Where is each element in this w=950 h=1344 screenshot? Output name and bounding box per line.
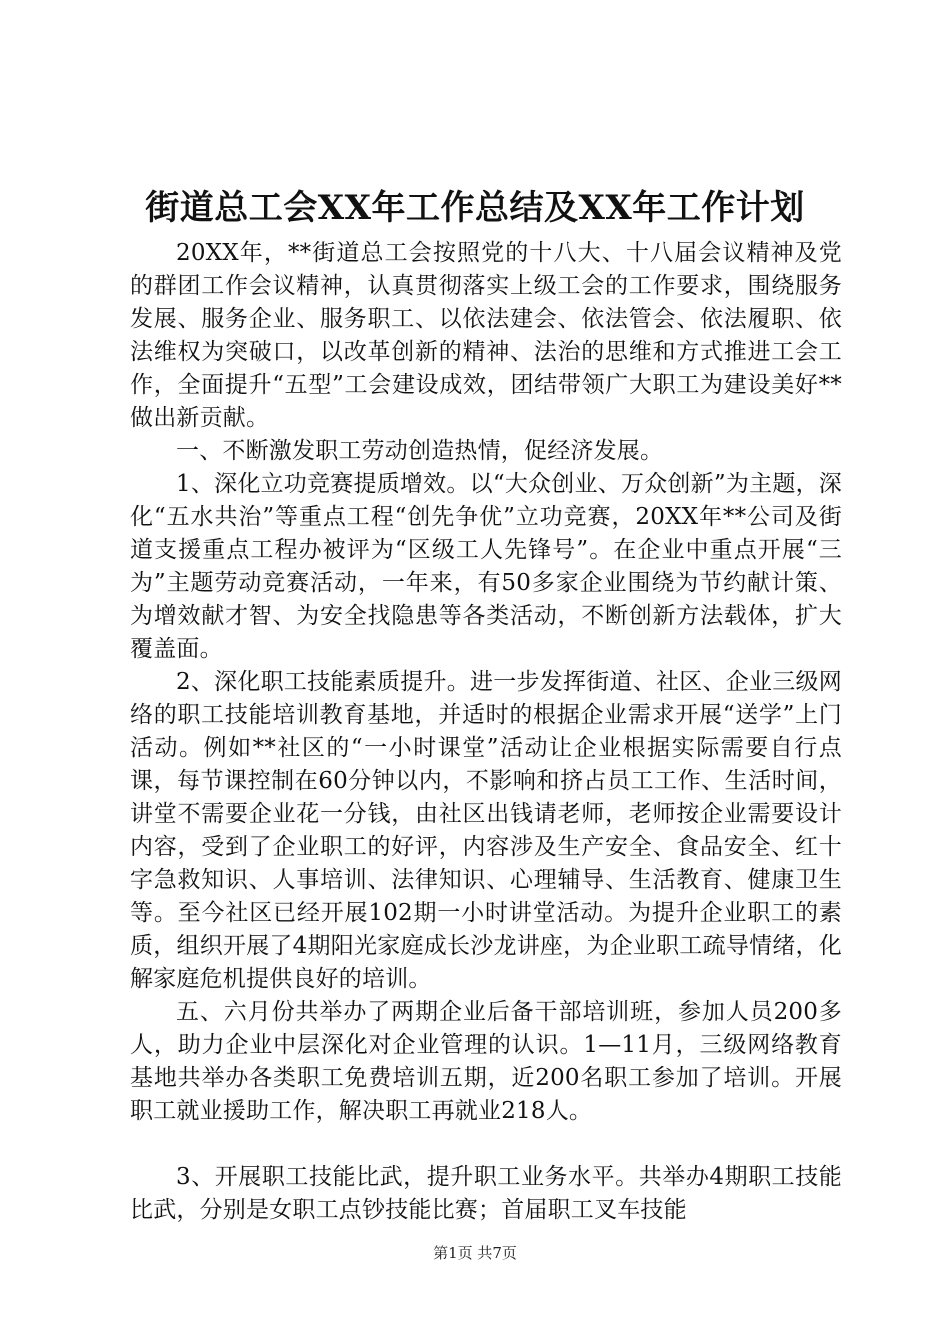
paragraph-item-2: 2、深化职工技能素质提升。进一步发挥街道、社区、企业三级网络的职工技能培训教育基地，并适时的根据企业需求开展“送学”上门活动。例如**社区的“一小时课堂”活动让企业根据实际需要自行点课，每节课控制在60分钟以内，不影响和挤占员工工作、生活时间，讲堂不需要企业花一分钱，由社区出钱请老师，老师按企业需要设计内容，受到了企业职工的好评，内容涉及生产安全、食品安全、红十字急救知识、人事培训、法律知识、心理辅导、生活教育、健康卫生等。至今社区已经开展102期一小时讲堂活动。为提升企业职工的素质，组织开展了4期阳光家庭成长沙龙讲座，为企业职工疏导情绪，化解家庭危机提供良好的培训。 <box>130 669 842 992</box>
paragraph-intro: 20XX年，**街道总工会按照党的十八大、十八届会议精神及党的群团工作会议精神，认真贯彻落实上级工会的工作要求，围绕服务发展、服务企业、服务职工、以依法建会、依法管会、依法履职、依法维权为突破口，以改革创新的精神、法治的思维和方式推进工会工作，全面提升“五型”工会建设成效，团结带领广大职工为建设美好**做出新贡献。 <box>130 240 842 431</box>
paragraph-item-1: 1、深化立功竞赛提质增效。以“大众创业、万众创新”为主题，深化“五水共治”等重点工程“创先争优”立功竞赛，20XX年**公司及街道支援重点工程办被评为“区级工人先锋号”。在企业中重点开展“三为”主题劳动竞赛活动，一年来，有50多家企业围绕为节约献计策、为增效献才智、为安全找隐患等各类活动，不断创新方法载体，扩大覆盖面。 <box>130 471 842 662</box>
document-body <box>130 237 842 1227</box>
page-footer: 第1页 共7页 <box>433 1244 517 1262</box>
paragraph-training: 五、六月份共举办了两期企业后备干部培训班，参加人员200多人，助力企业中层深化对企业管理的认识。1—11月，三级网络教育基地共举办各类职工免费培训五期，近200名职工参加了培训。开展职工就业援助工作，解决职工再就业218人。 <box>130 999 842 1124</box>
page-title: 街道总工会XX年工作总结及XX年工作计划 <box>145 188 805 228</box>
section-heading-1: 一、不断激发职工劳动创造热情，促经济发展。 <box>176 438 664 464</box>
paragraph-item-3: 3、开展职工技能比武，提升职工业务水平。共举办4期职工技能比武，分别是女职工点钞技能比赛；首届职工叉车技能 <box>130 1164 842 1223</box>
